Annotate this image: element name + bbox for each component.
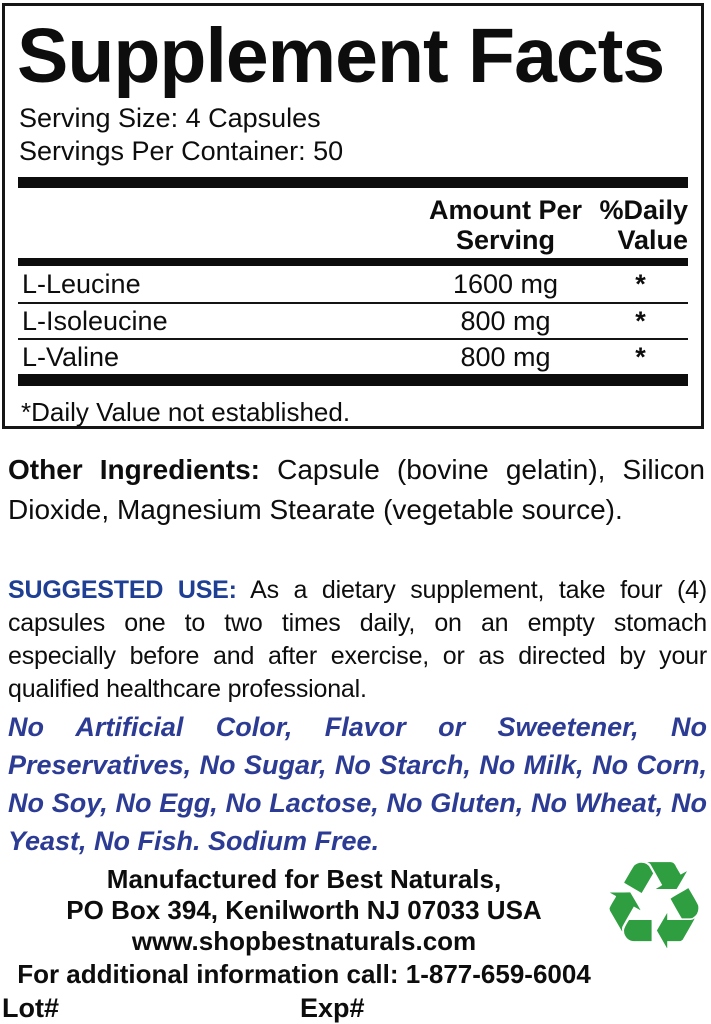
other-ingredients-text: Capsule (bovine gelatin), Silicon Dioxide, Magnesium Stearate (vegetable source).: [8, 454, 706, 525]
ingredient-name: L-Isoleucine: [22, 305, 168, 336]
ingredient-daily-value: *: [635, 305, 646, 336]
column-header-dv-line2: Value: [617, 225, 688, 255]
exp-label: Exp#: [300, 993, 365, 1023]
ingredient-name: L-Leucine: [22, 268, 141, 299]
ingredient-daily-value: *: [635, 268, 646, 299]
suggested-use-paragraph: [8, 574, 707, 706]
column-header-amount-line1: Amount Per: [428, 195, 582, 225]
serving-size: Serving Size: 4 Capsules: [19, 103, 321, 133]
divider-bar-bottom: [18, 374, 688, 386]
table-row: [18, 302, 688, 338]
suggested-use-text: As a dietary supplement, take four (4) capsules one to two times daily, on an empty stomach especially before and after exercise, or as directed by your qualified healthcare professional.: [8, 576, 707, 703]
website-text: www.shopbestnaturals.com: [131, 926, 477, 956]
other-ingredients-label: Other Ingredients:: [8, 454, 260, 485]
supplement-facts-panel: [2, 3, 704, 429]
info-phone-line: For additional information call: 1-877-659-6004: [17, 959, 591, 989]
claims-text: No Artificial Color, Flavor or Sweetener, No Preservatives, No Sugar, No Starch, No Milk, No Corn, No Soy, No Egg, No Lactose, No Gluten, No Wheat, No Yeast, No Fish. Sodium Free.: [8, 712, 707, 856]
ingredient-amount: 800 mg: [460, 341, 551, 372]
ingredient-amount: 1600 mg: [452, 268, 559, 299]
manufacturer-block: [0, 864, 608, 990]
servings-per-container: Servings Per Container: 50: [19, 136, 344, 166]
suggested-use-label: SUGGESTED USE:: [8, 576, 237, 604]
other-ingredients-paragraph: [8, 450, 705, 530]
table-header-row: [18, 195, 688, 255]
column-header-amount-line2: Serving: [455, 225, 556, 255]
column-header-amount: [418, 195, 593, 255]
lot-label: Lot#: [2, 993, 59, 1023]
ingredient-name: L-Valine: [22, 341, 120, 372]
manufactured-line1: Manufactured for Best Naturals,: [106, 864, 502, 894]
column-header-daily-value: [593, 195, 688, 255]
lot-exp-row: [2, 994, 707, 1022]
daily-value-footnote: *Daily Value not established.: [21, 397, 351, 427]
table-row: [18, 266, 688, 302]
panel-title: Supplement Facts: [17, 13, 665, 99]
ingredient-amount: 800 mg: [460, 305, 551, 336]
recycle-icon: ♻: [599, 835, 709, 977]
ingredient-table: [18, 266, 688, 374]
serving-info: [5, 102, 701, 168]
table-row: [18, 338, 688, 374]
ingredient-daily-value: *: [635, 341, 646, 372]
column-header-dv-line1: %Daily: [599, 195, 688, 225]
divider-bar-top: [18, 177, 688, 188]
divider-bar-header: [18, 258, 688, 266]
manufactured-line2: PO Box 394, Kenilworth NJ 07033 USA: [66, 895, 542, 925]
